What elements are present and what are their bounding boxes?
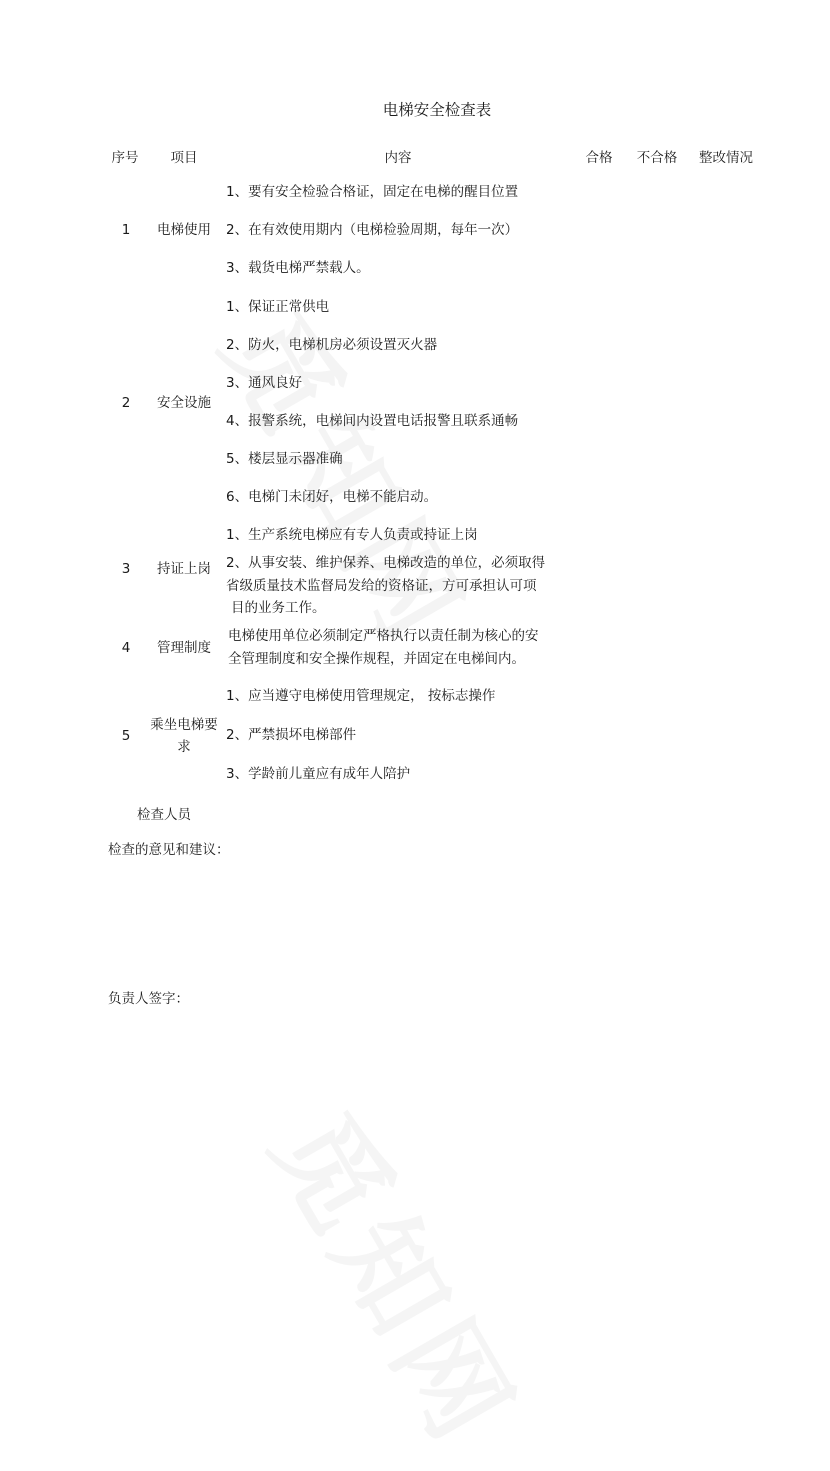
- row-index: 1: [121, 222, 131, 238]
- row-content-line: 3、载货电梯严禁载人。: [226, 260, 370, 276]
- row-content-line: 5、楼层显示器准确: [226, 451, 343, 467]
- row-content-line: 2、在有效使用期内（电梯检验周期，每年一次）: [226, 222, 519, 238]
- header-fail: 不合格: [636, 150, 678, 166]
- row-content-line: 1、应当遵守电梯使用管理规定， 按标志操作: [226, 688, 496, 704]
- row-content-line: 1、生产系统电梯应有专人负责或持证上岗: [226, 527, 478, 543]
- row-content-line: 4、报警系统，电梯间内设置电话报警且联系通畅: [226, 413, 519, 429]
- row-content-line: 2、防火，电梯机房必须设置灭火器: [226, 337, 438, 353]
- row-content-line: 2、从事安装、维护保养、电梯改造的单位，必须取得: [226, 555, 546, 571]
- row-content-line: 3、通风良好: [226, 375, 303, 391]
- row-content-line: 电梯使用单位必须制定严格执行以责任制为核心的安: [228, 628, 539, 644]
- header-index: 序号: [111, 150, 139, 166]
- row-content-line: 省级质量技术监督局发给的资格证，方可承担认可项: [226, 578, 537, 594]
- row-item: 乘坐电梯要: [150, 717, 218, 733]
- signature-label: 负责人签字：: [108, 991, 189, 1007]
- header-item: 项目: [170, 150, 198, 166]
- row-index: 3: [121, 561, 131, 577]
- row-item: 管理制度: [157, 640, 211, 656]
- header-pass: 合格: [585, 150, 613, 166]
- opinion-label: 检查的意见和建议：: [108, 842, 230, 858]
- row-index: 2: [121, 395, 131, 411]
- row-content-line: 全管理制度和安全操作规程，并固定在电梯间内。: [228, 651, 525, 667]
- header-content: 内容: [384, 150, 412, 166]
- inspector-label: 检查人员: [137, 807, 191, 823]
- row-item: 求: [177, 739, 191, 755]
- row-content-line: 2、严禁损坏电梯部件: [226, 727, 357, 743]
- row-content-line: 目的业务工作。: [231, 600, 326, 616]
- row-content-line: 1、保证正常供电: [226, 299, 330, 315]
- row-content-line: 3、学龄前儿童应有成年人陪护: [226, 766, 411, 782]
- row-content-line: 6、电梯门未闭好，电梯不能启动。: [226, 489, 438, 505]
- row-item: 电梯使用: [157, 222, 211, 238]
- row-index: 4: [121, 640, 131, 656]
- row-item: 持证上岗: [157, 561, 211, 577]
- row-index: 5: [121, 728, 131, 744]
- page-title: 电梯安全检查表: [382, 101, 492, 119]
- watermark: [243, 1080, 560, 1471]
- row-item: 安全设施: [157, 395, 211, 411]
- row-content-line: 1、要有安全检验合格证，固定在电梯的醒目位置: [226, 184, 519, 200]
- header-fix: 整改情况: [699, 150, 753, 166]
